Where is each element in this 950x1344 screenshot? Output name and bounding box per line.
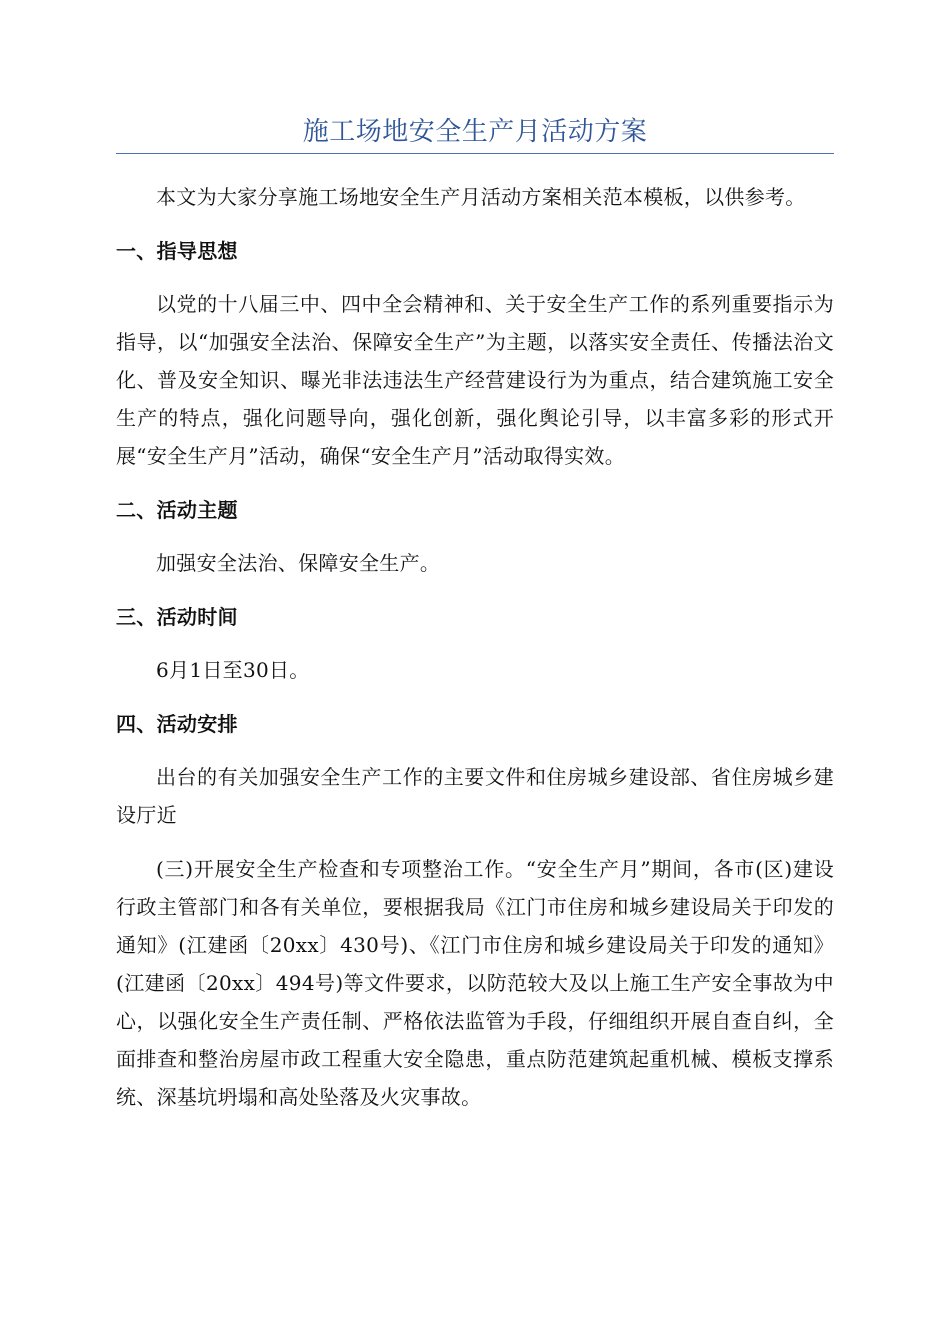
- document-title: 施工场地安全生产月活动方案: [302, 117, 648, 147]
- activity-arrangement-paragraph-1: 出台的有关加强安全生产工作的主要文件和住房城乡建设部、省住房城乡建设厅近: [116, 765, 834, 827]
- section-heading-activity-theme: 二、活动主题: [116, 498, 238, 522]
- activity-arrangement-paragraph-2: (三)开展安全生产检查和专项整治工作。“安全生产月”期间，各市(区)建设行政主管部门和各有关单位，要根据我局《江门市住房和城乡建设局关于印发的通知》(江建函〔20xx〕430号)、《江门市住房和城乡建设局关于印发的通知》(江建函〔20xx〕494号)等文件要求，以防范较大及以上施工生产安全事故为中心，以强化安全生产责任制、严格依法监管为手段，仔细组织开展自查自纠，全面排查和整治房屋市政工程重大安全隐患，重点防范建筑起重机械、模板支撑系统、深基坑坍塌和高处坠落及火灾事故。: [116, 857, 834, 1109]
- intro-paragraph: 本文为大家分享施工场地安全生产月活动方案相关范本模板，以供参考。: [156, 185, 806, 209]
- section-heading-guiding-ideology: 一、指导思想: [116, 239, 238, 263]
- title-underline: [116, 153, 834, 154]
- section-heading-activity-arrangement: 四、活动安排: [116, 712, 238, 736]
- activity-time-paragraph: 6月1日至30日。: [156, 658, 310, 682]
- section-heading-activity-time: 三、活动时间: [116, 605, 238, 629]
- document-body: [116, 178, 834, 1116]
- activity-theme-paragraph: 加强安全法治、保障安全生产。: [156, 551, 441, 575]
- guiding-ideology-paragraph: 以党的十八届三中、四中全会精神和、关于安全生产工作的系列重要指示为指导，以“加强安全法治、保障安全生产”为主题，以落实安全责任、传播法治文化、普及安全知识、曝光非法违法生产经营建设行为为重点，结合建筑施工安全生产的特点，强化问题导向，强化创新，强化舆论引导，以丰富多彩的形式开展“安全生产月”活动，确保“安全生产月”活动取得实效。: [116, 292, 834, 468]
